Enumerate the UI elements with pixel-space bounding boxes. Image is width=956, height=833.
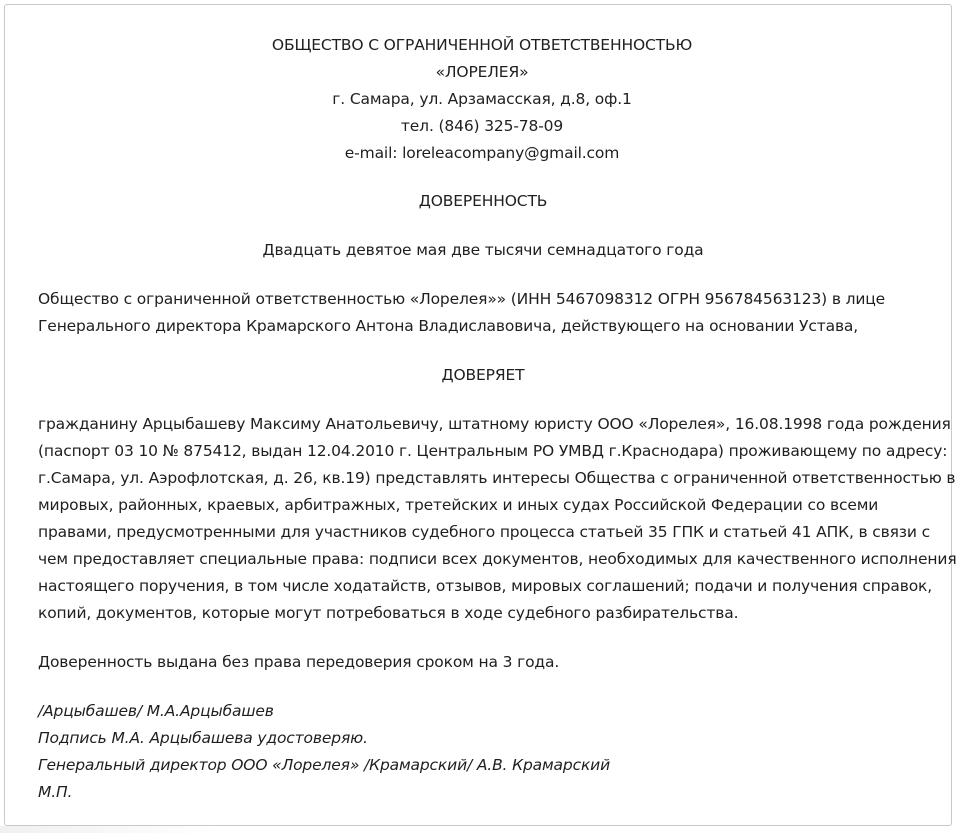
bottom-edge-divider	[0, 826, 220, 833]
intro-paragraph	[38, 286, 928, 340]
company-brand-line: «ЛОРЕЛЕЯ»	[435, 63, 529, 81]
signature-certification: Подпись М.А. Арцыбашева удостоверяю.	[38, 729, 368, 747]
body-line: гражданину Арцыбашеву Максиму Анатольевичу, штатному юристу ООО «Лорелея», 16.08.1998 года рождения	[38, 415, 951, 433]
body-line: мировых, районных, краевых, арбитражных, третейских и иных судах Российской Федерации со всеми	[38, 496, 879, 514]
document-title: ДОВЕРЕННОСТЬ	[418, 192, 548, 210]
seal-mark: М.П.	[38, 783, 73, 801]
body-paragraph	[38, 411, 956, 627]
power-of-attorney-document	[38, 32, 956, 806]
document-frame	[4, 4, 956, 826]
body-line: копий, документов, которые могут потребоваться в ходе судебного разбирательства.	[38, 604, 739, 622]
body-line: настоящего поручения, в том числе ходатайств, отзывов, мировых соглашений; подачи и получения справок,	[38, 577, 933, 595]
body-line: правами, предусмотренными для участников судебного процесса статьей 35 ГПК и статьей 41 АПК, в связи с	[38, 523, 930, 541]
body-line: чем предоставляет специальные права: подписи всех документов, необходимых для качественного исполнения	[38, 550, 956, 568]
validity-statement: Доверенность выдана без права передоверия сроком на 3 года.	[38, 653, 560, 671]
company-name-line: ОБЩЕСТВО С ОГРАНИЧЕННОЙ ОТВЕТСТВЕННОСТЬЮ	[271, 36, 693, 54]
director-signature: Генеральный директор ООО «Лорелея» /Крамарский/ А.В. Крамарский	[38, 756, 611, 774]
trusts-heading: ДОВЕРЯЕТ	[441, 366, 525, 384]
body-line: г.Самара, ул. Аэрофлотская, д. 26, кв.19) представлять интересы Общества с ограниченной ответственностью в	[38, 469, 956, 487]
signature-block	[38, 698, 928, 806]
attorney-signature: /Арцыбашев/ М.А.Арцыбашев	[38, 702, 274, 720]
company-header	[36, 32, 928, 167]
company-phone: тел. (846) 325-78-09	[400, 117, 564, 135]
intro-line: Общество с ограниченной ответственностью «Лорелея»» (ИНН 5467098312 ОГРН 956784563123) в лице	[38, 290, 886, 308]
company-address: г. Самара, ул. Арзамасская, д.8, оф.1	[332, 90, 632, 108]
company-email: e-mail: loreleacompany@gmail.com	[344, 144, 620, 162]
body-line: (паспорт 03 10 № 875412, выдан 12.04.2010 г. Центральным РО УМВД г.Краснодара) проживающему по адресу:	[38, 442, 948, 460]
document-date: Двадцать девятое мая две тысячи семнадцатого года	[262, 241, 704, 259]
intro-line: Генерального директора Крамарского Антона Владиславовича, действующего на основании Устава,	[38, 317, 859, 335]
